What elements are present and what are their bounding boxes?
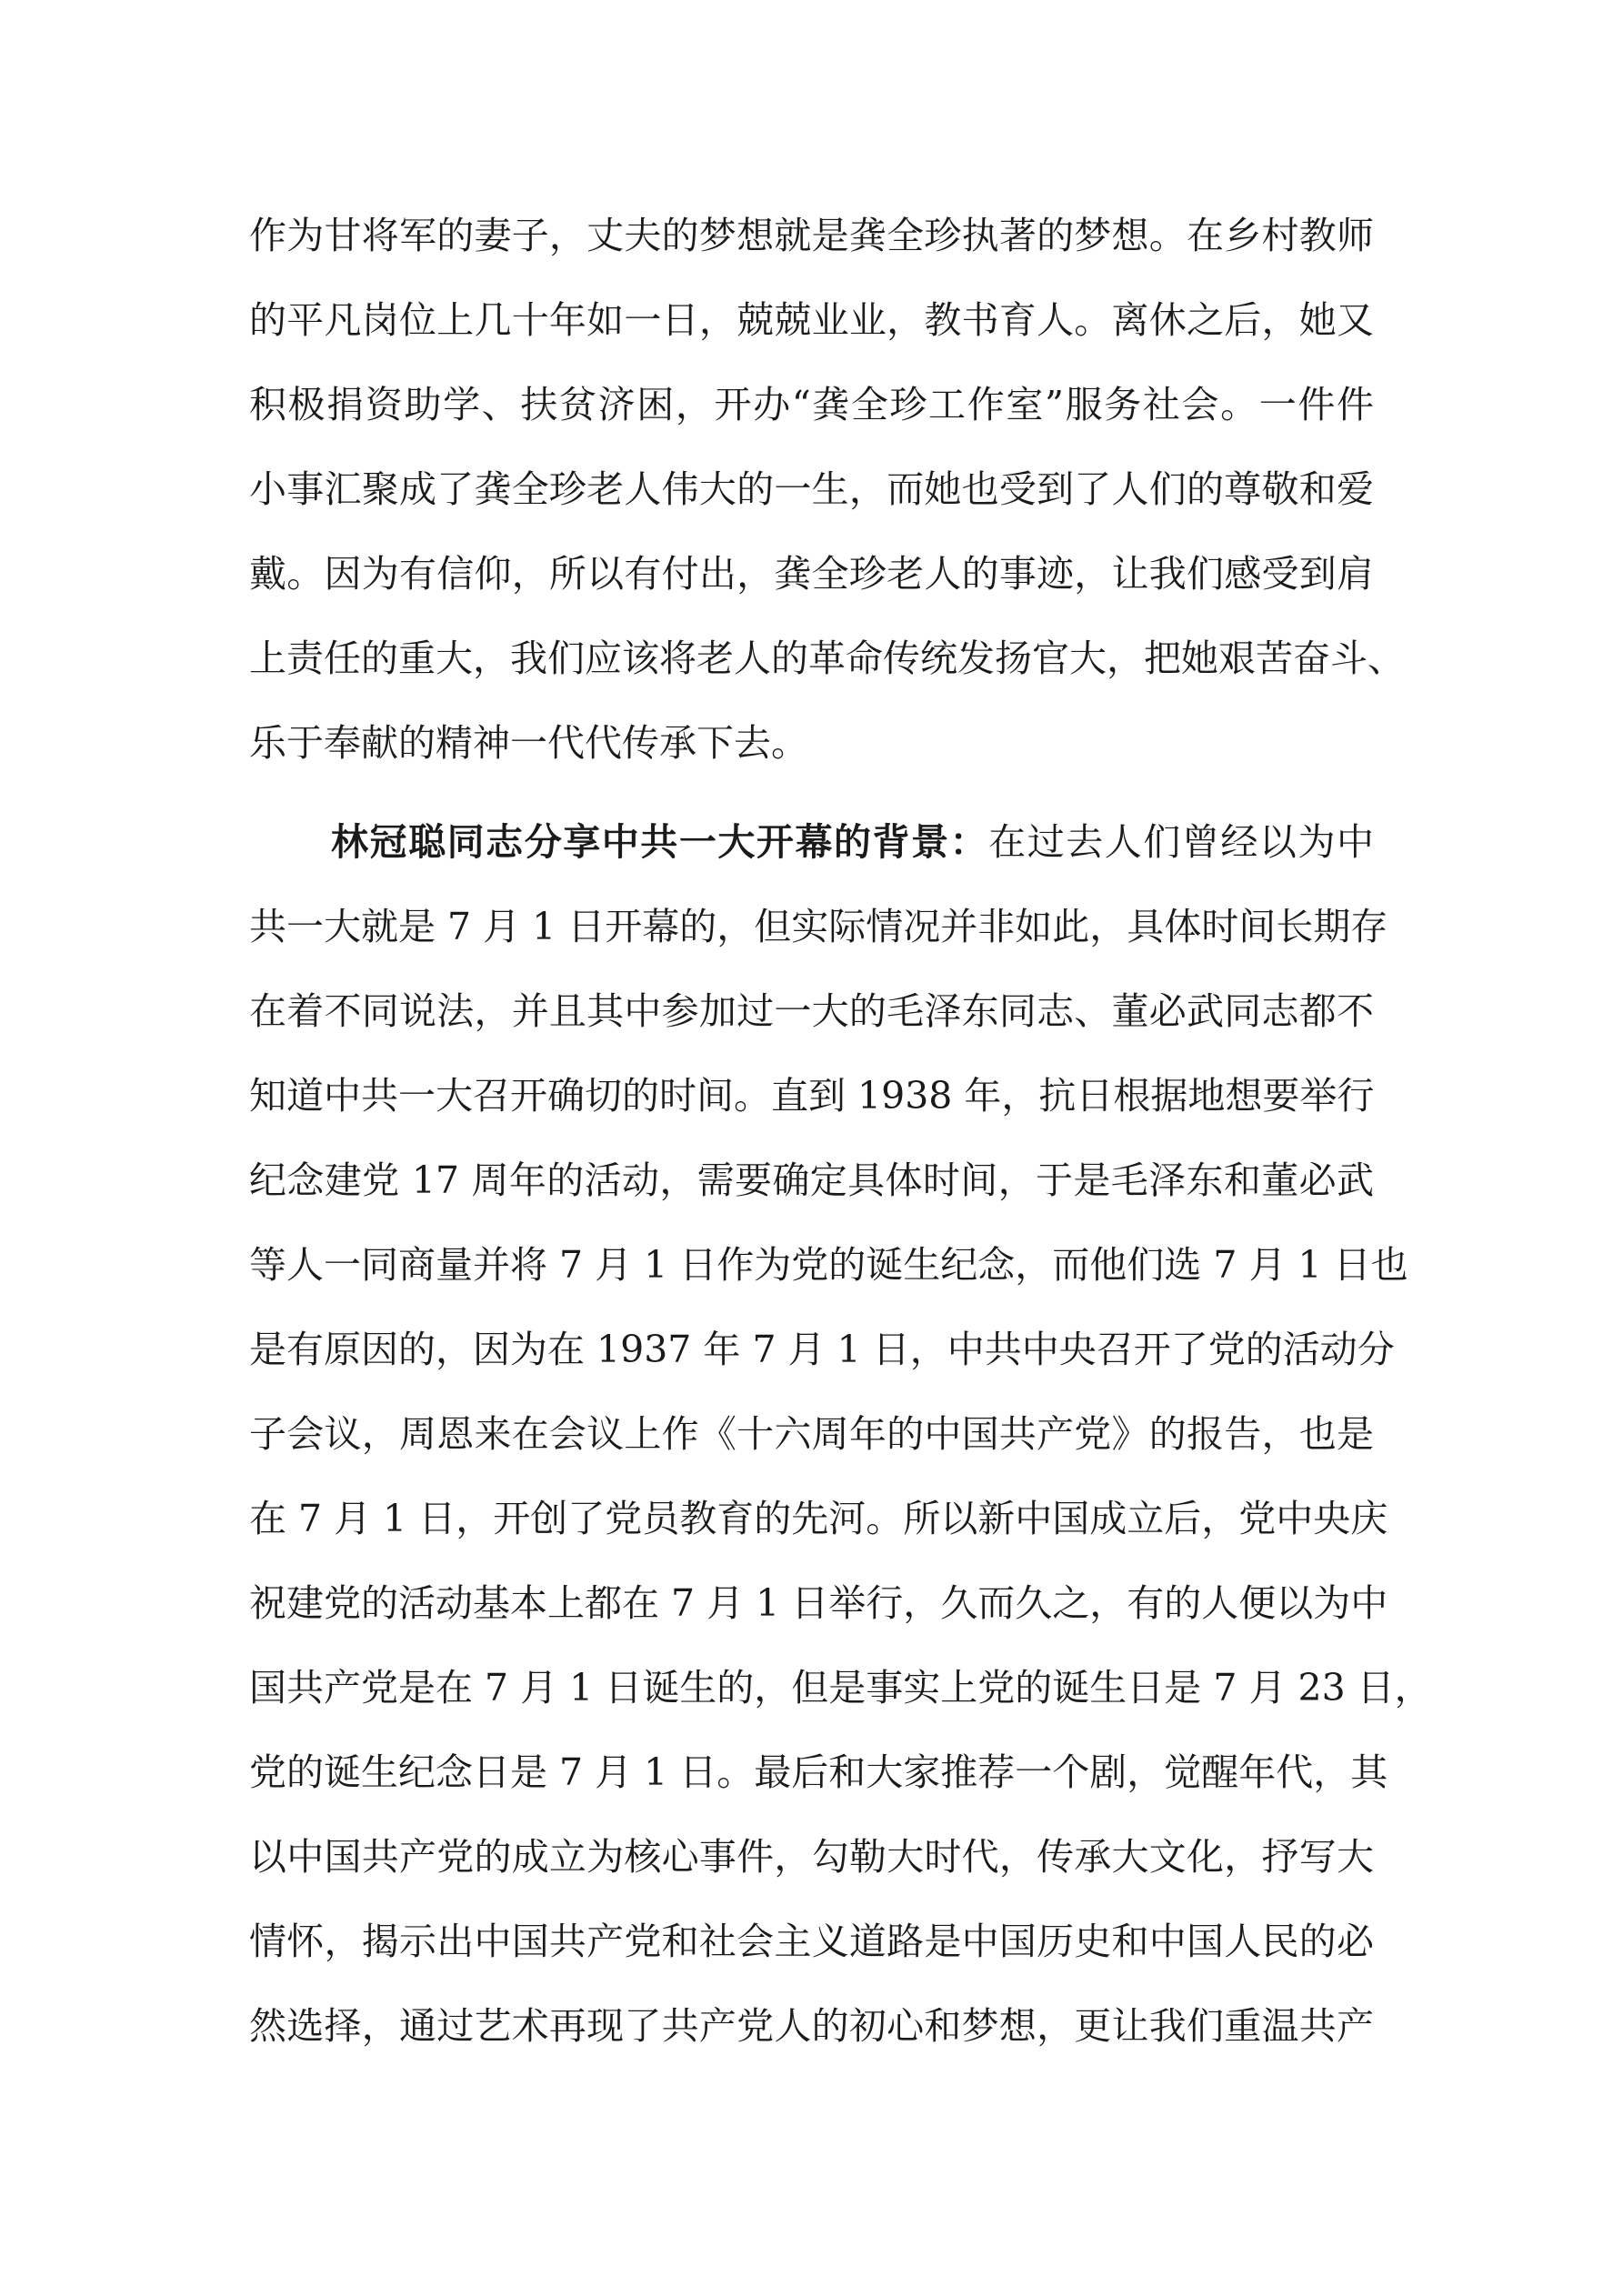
text-line: 共一大就是 7 月 1 日开幕的，但实际情况并非如此，具体时间长期存 xyxy=(249,905,1388,948)
text-line: 戴。因为有信仰，所以有付出，龚全珍老人的事迹，让我们感受到肩 xyxy=(249,552,1374,596)
text-line: 上责任的重大，我们应该将老人的革命传统发扬官大，把她艰苦奋斗、 xyxy=(249,637,1405,680)
text-line: 等人一同商量并将 7 月 1 日作为党的诞生纪念，而他们选 7 月 1 日也 xyxy=(249,1243,1408,1287)
text-line: 党的诞生纪念日是 7 月 1 日。最后和大家推荐一个剧，觉醒年代，其 xyxy=(249,1750,1388,1794)
text-line: 祝建党的活动基本上都在 7 月 1 日举行，久而久之，有的人便以为中 xyxy=(249,1581,1388,1625)
text-line: 小事汇聚成了龚全珍老人伟大的一生，而她也受到了人们的尊敬和爱 xyxy=(249,467,1374,511)
text-line: 作为甘将军的妻子，丈夫的梦想就是龚全珍执著的梦想。在乡村教师 xyxy=(249,214,1374,257)
text-line: 在 7 月 1 日，开创了党员教育的先河。所以新中国成立后，党中央庆 xyxy=(249,1497,1388,1540)
text-line: 积极捐资助学、扶贫济困，开办“龚全珍工作室”服务社会。一件件 xyxy=(249,383,1374,426)
text-line: 的平凡岗位上几十年如一日，兢兢业业，教书育人。离休之后，她又 xyxy=(249,298,1374,342)
section-heading: 林冠聪同志分享中共一大开幕的背景： xyxy=(331,820,989,864)
heading-continuation: 在过去人们曾经以为中 xyxy=(988,820,1375,864)
paragraph-first-congress-background xyxy=(249,800,1432,2069)
text-line: 在着不同说法，并且其中参加过一大的毛泽东同志、董必武同志都不 xyxy=(249,989,1374,1033)
text-line: 乐于奉献的精神一代代传承下去。 xyxy=(249,721,808,765)
text-line: 国共产党是在 7 月 1 日诞生的，但是事实上党的诞生日是 7 月 23 日， xyxy=(249,1666,1432,1709)
text-line: 是有原因的，因为在 1937 年 7 月 1 日，中共中央召开了党的活动分 xyxy=(249,1328,1395,1371)
first-text-line xyxy=(249,800,1374,885)
text-line: 情怀，揭示出中国共产党和社会主义道路是中国历史和中国人民的必 xyxy=(249,1920,1374,1963)
text-line: 子会议，周恩来在会议上作《十六周年的中国共产党》的报告，也是 xyxy=(249,1412,1374,1456)
text-line: 纪念建党 17 周年的活动，需要确定具体时间，于是毛泽东和董必武 xyxy=(249,1158,1374,1202)
text-line: 以中国共产党的成立为核心事件，勾勒大时代，传承大文化，抒写大 xyxy=(249,1835,1374,1879)
text-line: 然选择，通过艺术再现了共产党人的初心和梦想，更让我们重温共产 xyxy=(249,2004,1374,2048)
paragraph-gong-quanzhen xyxy=(249,194,1405,786)
text-line: 知道中共一大召开确切的时间。直到 1938 年，抗日根据地想要举行 xyxy=(249,1074,1375,1118)
